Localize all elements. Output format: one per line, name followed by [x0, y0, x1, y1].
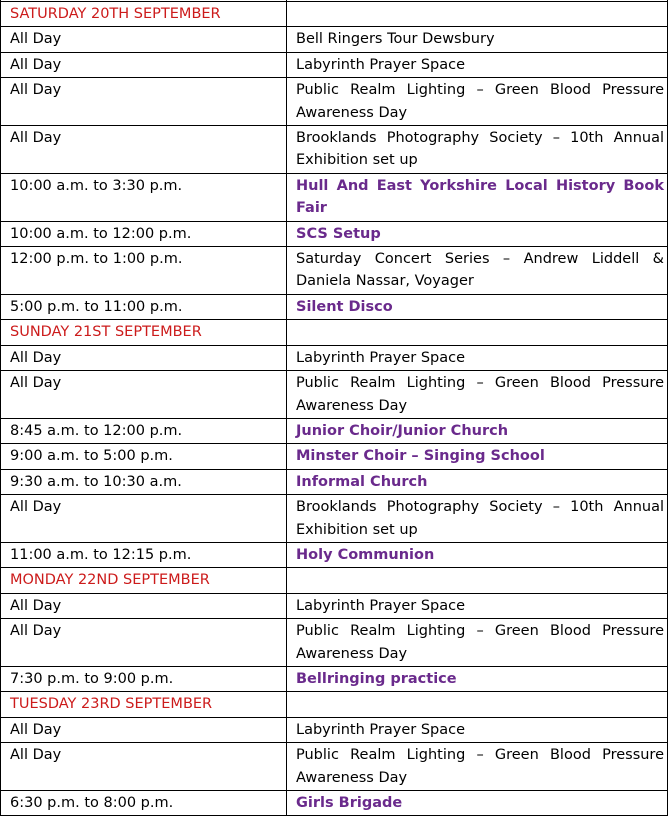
event-title: Labyrinth Prayer Space: [287, 52, 668, 77]
event-title: Labyrinth Prayer Space: [287, 593, 668, 618]
event-title: Labyrinth Prayer Space: [287, 717, 668, 742]
event-time: All Day: [1, 345, 287, 370]
event-row: [1, 593, 668, 618]
event-title: Holy Communion: [287, 542, 668, 567]
event-time: 10:00 a.m. to 12:00 p.m.: [1, 221, 287, 246]
event-row: [1, 27, 668, 52]
day-heading-empty-cell: [287, 568, 668, 593]
event-row: [1, 126, 668, 174]
event-time: 9:00 a.m. to 5:00 p.m.: [1, 444, 287, 469]
event-time: 5:00 p.m. to 11:00 p.m.: [1, 294, 287, 319]
event-row: [1, 666, 668, 691]
event-title: Informal Church: [287, 469, 668, 494]
day-heading: SATURDAY 20TH SEPTEMBER: [1, 2, 287, 27]
event-row: [1, 791, 668, 816]
event-title: Labyrinth Prayer Space: [287, 345, 668, 370]
event-time: All Day: [1, 593, 287, 618]
day-header-row: [1, 320, 668, 345]
day-header-row: [1, 568, 668, 593]
event-time: All Day: [1, 78, 287, 126]
event-row: [1, 469, 668, 494]
event-time: 12:00 p.m. to 1:00 p.m.: [1, 247, 287, 295]
event-title: SCS Setup: [287, 221, 668, 246]
event-title: Bell Ringers Tour Dewsbury: [287, 27, 668, 52]
event-title: Minster Choir – Singing School: [287, 444, 668, 469]
event-time: 7:30 p.m. to 9:00 p.m.: [1, 666, 287, 691]
event-time: 6:30 p.m. to 8:00 p.m.: [1, 791, 287, 816]
event-row: [1, 78, 668, 126]
event-title: Girls Brigade: [287, 791, 668, 816]
event-row: [1, 52, 668, 77]
day-heading-empty-cell: [287, 2, 668, 27]
event-title: Saturday Concert Series – Andrew Liddell & Daniela Nassar, Voyager: [287, 247, 668, 295]
event-time: All Day: [1, 717, 287, 742]
event-time: All Day: [1, 371, 287, 419]
event-row: [1, 444, 668, 469]
event-row: [1, 542, 668, 567]
event-title: Bellringing practice: [287, 666, 668, 691]
schedule-body: [1, 0, 668, 816]
event-time: All Day: [1, 619, 287, 667]
event-title: Public Realm Lighting – Green Blood Pressure Awareness Day: [287, 619, 668, 667]
event-time: All Day: [1, 126, 287, 174]
event-row: [1, 294, 668, 319]
day-header-row: [1, 692, 668, 717]
event-title: Public Realm Lighting – Green Blood Pressure Awareness Day: [287, 371, 668, 419]
event-title: Hull And East Yorkshire Local History Book Fair: [287, 173, 668, 221]
day-heading-empty-cell: [287, 320, 668, 345]
event-time: All Day: [1, 27, 287, 52]
event-time: 10:00 a.m. to 3:30 p.m.: [1, 173, 287, 221]
event-row: [1, 418, 668, 443]
event-title: Silent Disco: [287, 294, 668, 319]
day-header-row: [1, 2, 668, 27]
event-title: Junior Choir/Junior Church: [287, 418, 668, 443]
event-title: Public Realm Lighting – Green Blood Pressure Awareness Day: [287, 743, 668, 791]
event-row: [1, 371, 668, 419]
event-time: 8:45 a.m. to 12:00 p.m.: [1, 418, 287, 443]
event-title: Public Realm Lighting – Green Blood Pressure Awareness Day: [287, 78, 668, 126]
event-time: 11:00 a.m. to 12:15 p.m.: [1, 542, 287, 567]
event-title: Brooklands Photography Society – 10th Annual Exhibition set up: [287, 126, 668, 174]
event-row: [1, 495, 668, 543]
event-title: Brooklands Photography Society – 10th Annual Exhibition set up: [287, 495, 668, 543]
event-row: [1, 173, 668, 221]
event-time: All Day: [1, 743, 287, 791]
day-heading: TUESDAY 23RD SEPTEMBER: [1, 692, 287, 717]
event-row: [1, 717, 668, 742]
event-row: [1, 619, 668, 667]
event-time: 9:30 a.m. to 10:30 a.m.: [1, 469, 287, 494]
event-time: All Day: [1, 52, 287, 77]
day-heading: SUNDAY 21ST SEPTEMBER: [1, 320, 287, 345]
day-heading: MONDAY 22ND SEPTEMBER: [1, 568, 287, 593]
day-heading-empty-cell: [287, 692, 668, 717]
event-row: [1, 221, 668, 246]
event-row: [1, 345, 668, 370]
event-time: All Day: [1, 495, 287, 543]
event-row: [1, 247, 668, 295]
event-row: [1, 743, 668, 791]
